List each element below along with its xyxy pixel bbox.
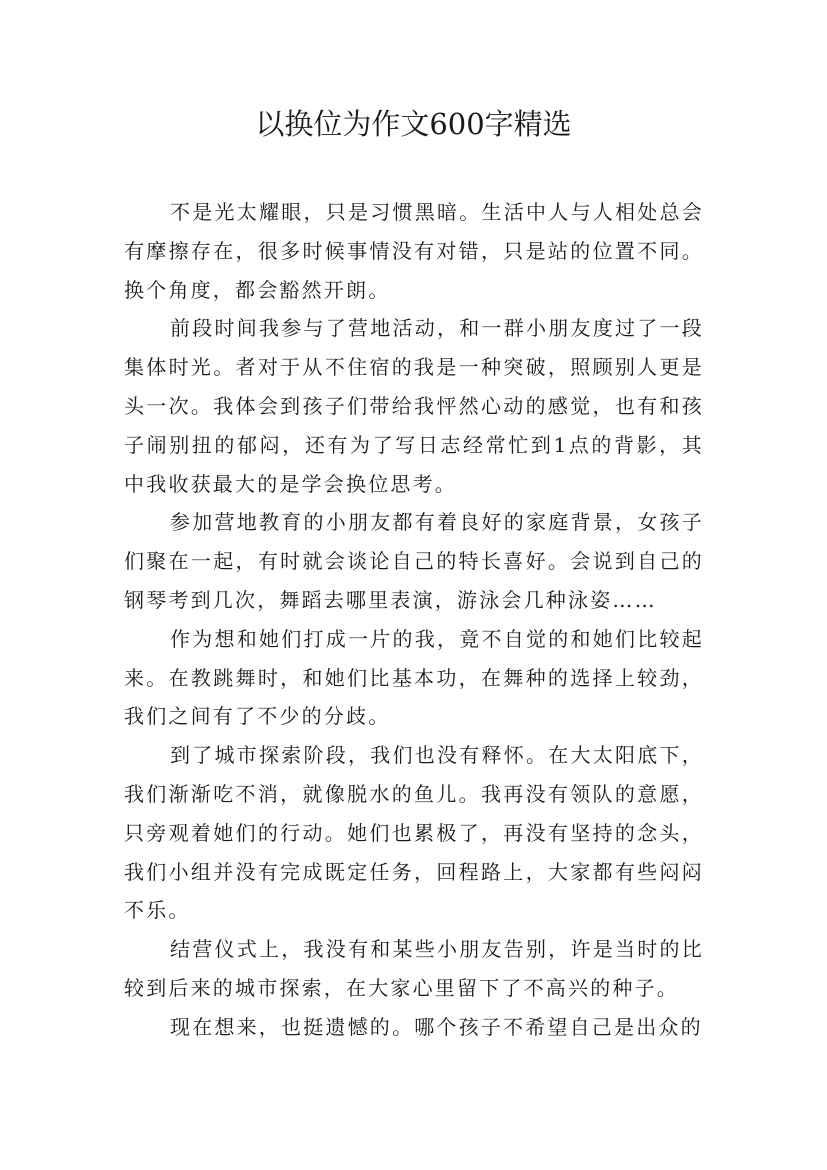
document-title: 以换位为作文600字精选 — [255, 107, 572, 141]
paragraph-1: 不是光太耀眼，只是习惯黑暗。生活中人与人相处总会有摩擦存在，很多时候事情没有对错，只是站的位置不同。换个角度，都会豁然开朗。 — [124, 200, 704, 302]
document-body — [124, 193, 704, 1047]
paragraph-3: 参加营地教育的小朋友都有着良好的家庭背景，女孩子们聚在一起，有时就会谈论自己的特长喜好。会说到自己的钢琴考到几次，舞蹈去哪里表演，游泳会几种泳姿…… — [124, 510, 704, 612]
paragraph-4: 作为想和她们打成一片的我，竟不自觉的和她们比较起来。在教跳舞时，和她们比基本功，在舞种的选择上较劲，我们之间有了不少的分歧。 — [124, 626, 704, 729]
paragraph-2: 前段时间我参与了营地活动，和一群小朋友度过了一段集体时光。者对于从不住宿的我是一种突破，照顾别人更是头一次。我体会到孩子们带给我怦然心动的感觉，也有和孩子闹别扭的郁闷，还有为了写日志经常忙到1点的背影，其中我收获最大的是学会换位思考。 — [124, 316, 704, 496]
paragraph-6: 结营仪式上，我没有和某些小朋友告别，许是当时的比较到后来的城市探索，在大家心里留下了不高兴的种子。 — [124, 937, 704, 1000]
paragraph-5: 到了城市探索阶段，我们也没有释怀。在大太阳底下，我们渐渐吃不消，就像脱水的鱼儿。我再没有领队的意愿，只旁观着她们的行动。她们也累极了，再没有坚持的念头，我们小组并没有完成既定任务，回程路上，大家都有些闷闷不乐。 — [124, 743, 704, 923]
paragraph-7: 现在想来，也挺遗憾的。哪个孩子不希望自己是出众的 — [170, 1014, 703, 1039]
